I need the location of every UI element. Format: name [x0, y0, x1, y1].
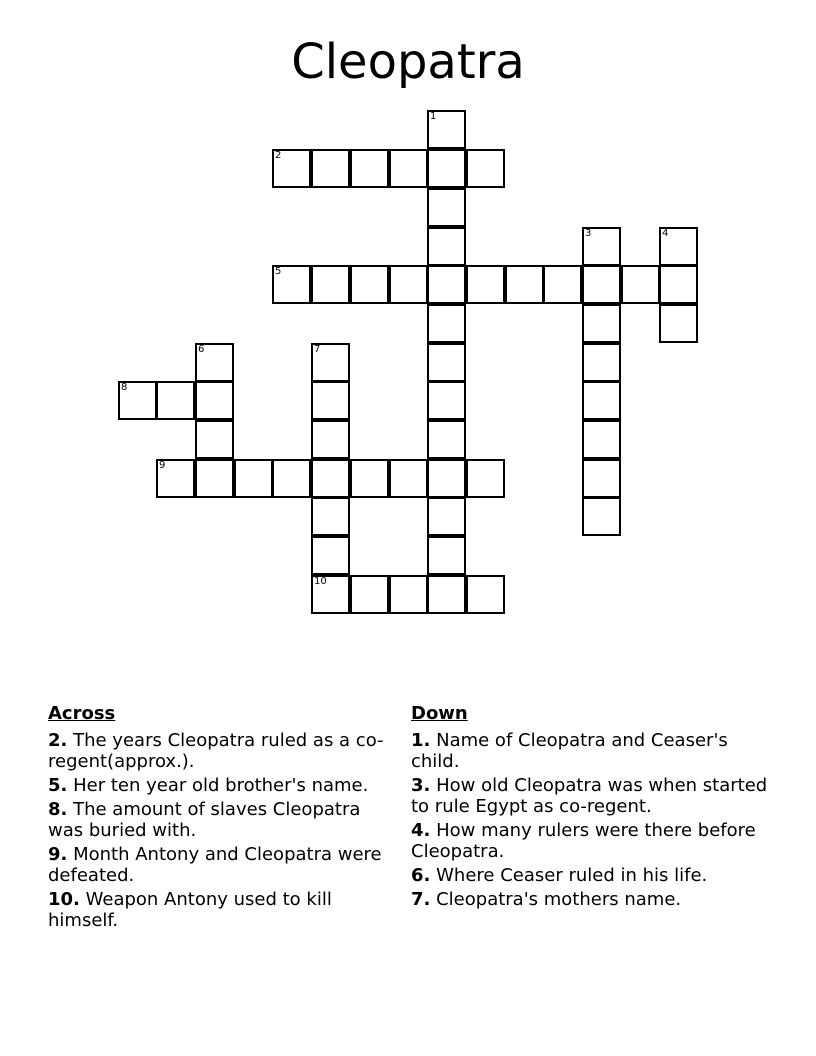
- clue-text: Cleopatra's mothers name.: [436, 889, 682, 910]
- grid-cell[interactable]: [582, 304, 621, 343]
- clue-number: 1.: [411, 730, 431, 751]
- grid-cell[interactable]: [427, 227, 466, 266]
- clue-number: 4.: [411, 820, 431, 841]
- grid-cell[interactable]: [427, 265, 466, 304]
- clue-number-label: 8: [121, 382, 128, 393]
- grid-cell[interactable]: [659, 265, 698, 304]
- clue-number-label: 3: [585, 228, 592, 239]
- clue-text: The amount of slaves Cleopatra was buried with.: [48, 799, 361, 841]
- clue-across-9: [48, 844, 393, 886]
- grid-cell[interactable]: [427, 497, 466, 536]
- grid-cell[interactable]: [427, 188, 466, 227]
- clue-text: Weapon Antony used to kill himself.: [48, 889, 332, 931]
- clue-number-label: 7: [314, 344, 321, 355]
- grid-cell[interactable]: [350, 265, 389, 304]
- clue-down-7: [411, 889, 771, 910]
- clue-text: Her ten year old brother's name.: [73, 775, 369, 796]
- clue-number: 6.: [411, 865, 431, 886]
- clue-across-2: [48, 730, 393, 772]
- across-clues: [48, 703, 393, 934]
- clue-across-8: [48, 799, 393, 841]
- grid-cell[interactable]: [389, 459, 428, 498]
- clue-number-label: 5: [275, 266, 282, 277]
- clue-number: 5.: [48, 775, 68, 796]
- clue-text: How old Cleopatra was when started to rule Egypt as co-regent.: [411, 775, 768, 817]
- down-clues: [411, 703, 771, 913]
- grid-cell[interactable]: [466, 149, 505, 188]
- grid-cell[interactable]: [582, 497, 621, 536]
- grid-cell[interactable]: [350, 459, 389, 498]
- clue-number-label: 6: [198, 344, 205, 355]
- grid-cell[interactable]: [311, 497, 350, 536]
- grid-cell[interactable]: [582, 420, 621, 459]
- grid-cell[interactable]: [427, 149, 466, 188]
- grid-cell[interactable]: [621, 265, 660, 304]
- clue-number-label: 2: [275, 150, 282, 161]
- grid-cell[interactable]: [466, 459, 505, 498]
- grid-cell[interactable]: [195, 381, 234, 420]
- clue-number-label: 9: [159, 460, 166, 471]
- grid-cell[interactable]: [311, 459, 350, 498]
- grid-cell[interactable]: [466, 575, 505, 614]
- clue-text: The years Cleopatra ruled as a co-regent(approx.).: [48, 730, 384, 772]
- clue-down-6: [411, 865, 771, 886]
- grid-cell[interactable]: [234, 459, 273, 498]
- grid-cell[interactable]: [311, 536, 350, 575]
- clue-number-label: 4: [662, 228, 669, 239]
- clue-number-label: 1: [430, 111, 437, 122]
- grid-cell[interactable]: [389, 149, 428, 188]
- grid-cell[interactable]: [427, 459, 466, 498]
- grid-cell[interactable]: [427, 536, 466, 575]
- grid-cell[interactable]: [427, 420, 466, 459]
- grid-cell[interactable]: [543, 265, 582, 304]
- clue-text: How many rulers were there before Cleopatra.: [411, 820, 756, 862]
- grid-cell[interactable]: [582, 381, 621, 420]
- clue-number-label: 10: [314, 576, 327, 587]
- clue-number: 7.: [411, 889, 431, 910]
- grid-cell[interactable]: [427, 575, 466, 614]
- grid-cell[interactable]: [427, 304, 466, 343]
- clue-text: Month Antony and Cleopatra were defeated.: [48, 844, 382, 886]
- grid-cell[interactable]: [582, 265, 621, 304]
- clue-number: 9.: [48, 844, 68, 865]
- clue-down-4: [411, 820, 771, 862]
- puzzle-title: Cleopatra: [291, 34, 525, 90]
- grid-cell[interactable]: [350, 575, 389, 614]
- grid-cell[interactable]: [466, 265, 505, 304]
- clue-down-3: [411, 775, 771, 817]
- grid-cell[interactable]: [311, 149, 350, 188]
- clue-number: 3.: [411, 775, 431, 796]
- clue-across-10: [48, 889, 393, 931]
- grid-cell[interactable]: [582, 343, 621, 382]
- clue-number: 2.: [48, 730, 68, 751]
- clue-down-1: [411, 730, 771, 772]
- grid-cell[interactable]: [195, 420, 234, 459]
- down-heading: Down: [411, 703, 468, 724]
- clue-number: 8.: [48, 799, 68, 820]
- grid-cell[interactable]: [195, 459, 234, 498]
- grid-cell[interactable]: [427, 343, 466, 382]
- grid-cell[interactable]: [350, 149, 389, 188]
- grid-cell[interactable]: [582, 459, 621, 498]
- clue-across-5: [48, 775, 393, 796]
- grid-cell[interactable]: [156, 381, 195, 420]
- grid-cell[interactable]: [311, 381, 350, 420]
- grid-cell[interactable]: [389, 575, 428, 614]
- clue-text: Where Ceaser ruled in his life.: [436, 865, 708, 886]
- grid-cell[interactable]: [272, 459, 311, 498]
- clue-text: Name of Cleopatra and Ceaser's child.: [411, 730, 728, 772]
- across-heading: Across: [48, 703, 116, 724]
- grid-cell[interactable]: [505, 265, 544, 304]
- grid-cell[interactable]: [311, 420, 350, 459]
- clue-number: 10.: [48, 889, 80, 910]
- grid-cell[interactable]: [427, 381, 466, 420]
- grid-cell[interactable]: [659, 304, 698, 343]
- grid-cell[interactable]: [311, 265, 350, 304]
- grid-cell[interactable]: [389, 265, 428, 304]
